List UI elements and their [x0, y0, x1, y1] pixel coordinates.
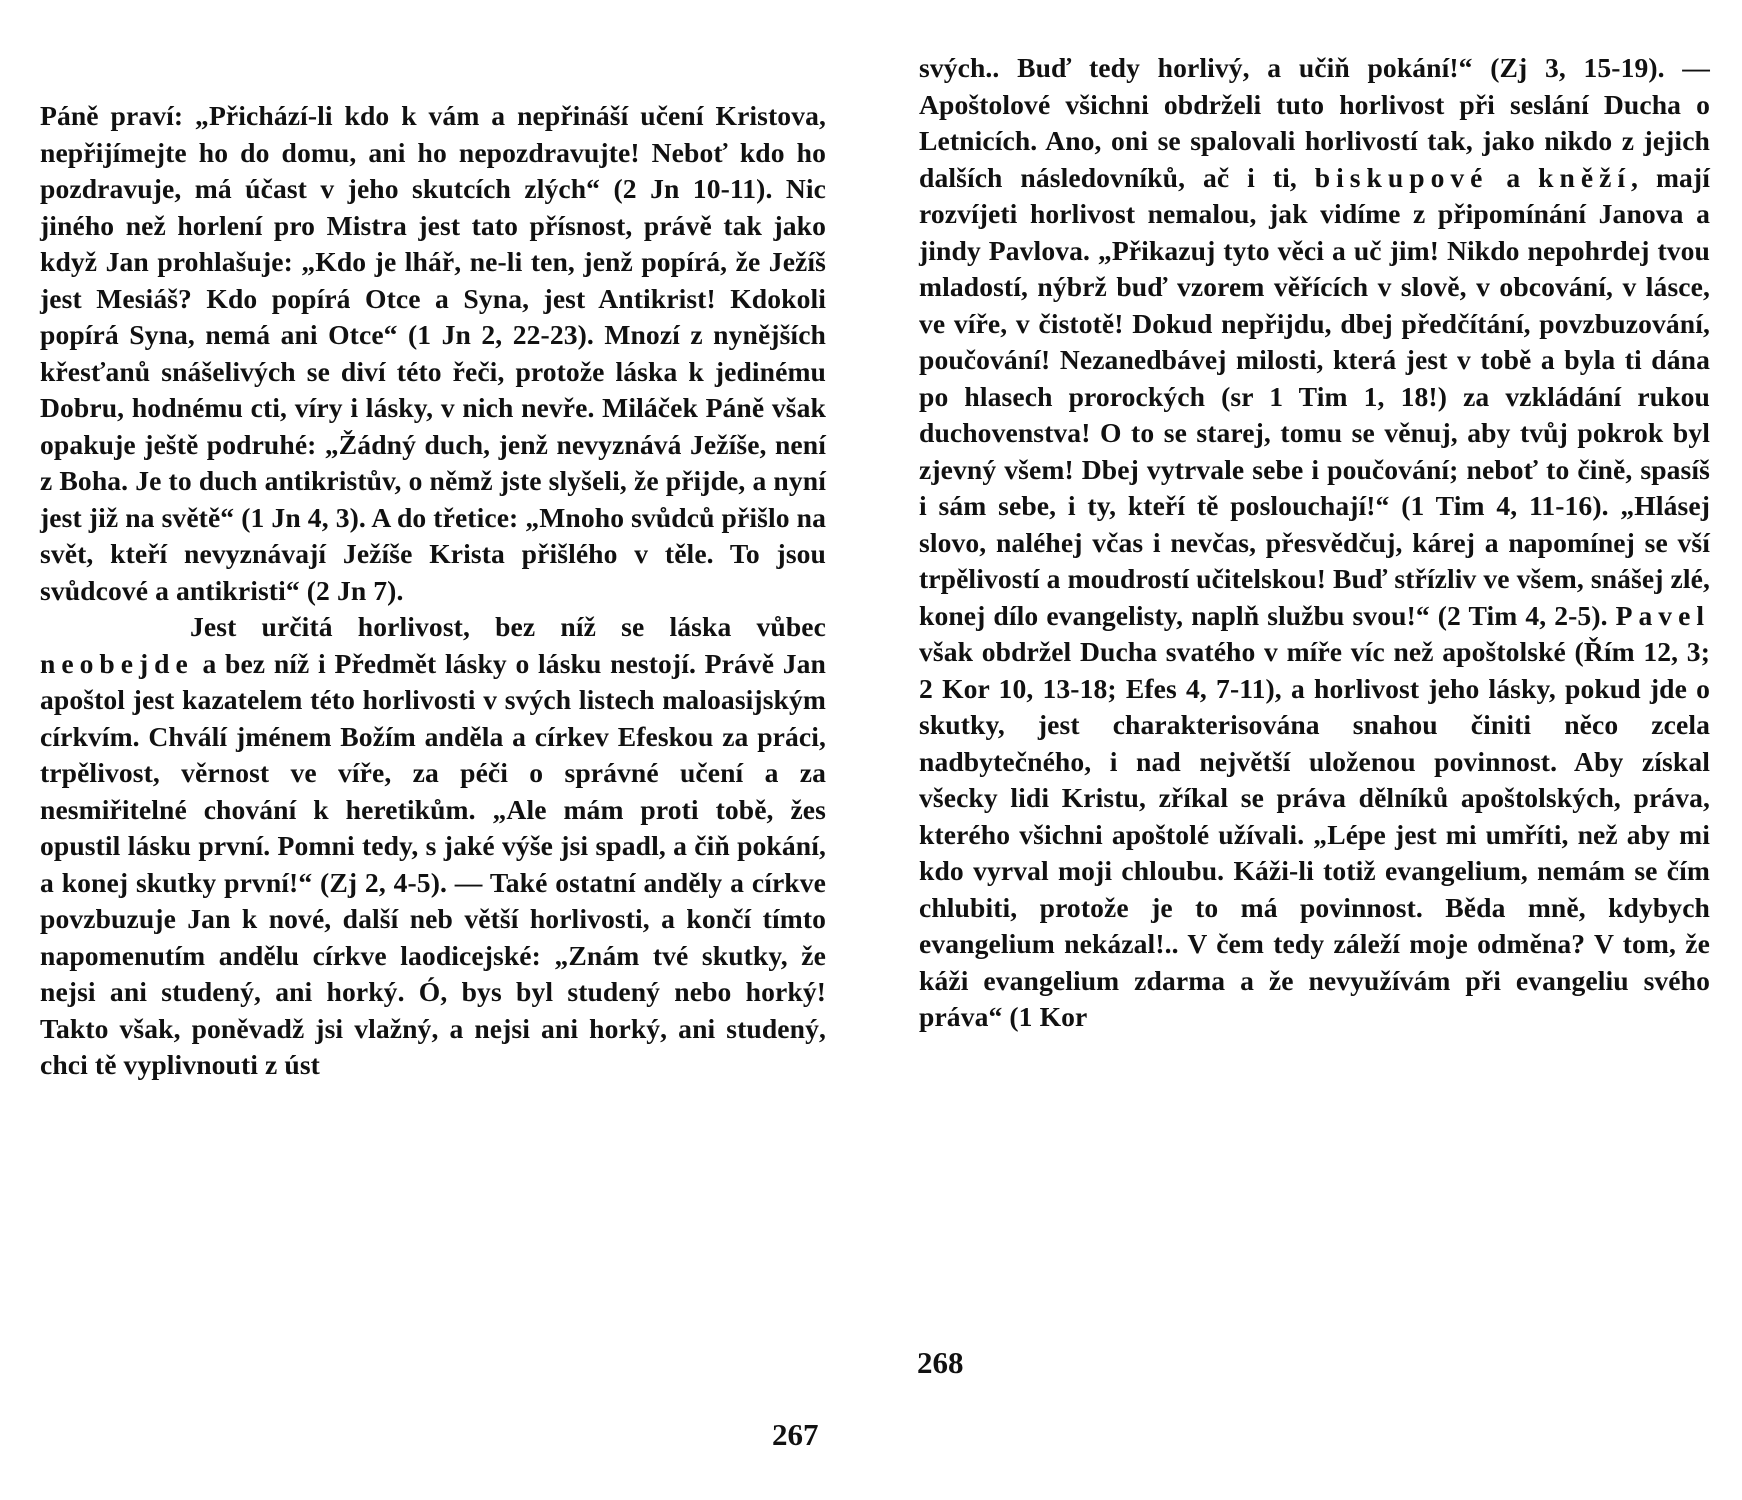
text-run: však obdržel Ducha svatého v míře víc než apoštolské (Řím 12, 3; 2 Kor 10, 13-18; Efes 4, 7-11), a horlivost jeho lásky, pokud jde o skutky, jest charakterisována snahou činiti něco zcela nadbytečného, i nad největší uloženou povinnost. Aby získal všecky lidi Kristu, zříkal se práva dělníků apoštolských, práva, kterého všichni apoštolé užívali. „Lépe jest mi umříti, než aby mi kdo vyrval moji chloubu. Káži-li totiž evangelium, nemám se čím chlubiti, protože je to má povinnost. Běda mně, kdybych evangelium nekázal!.. V čem tedy záleží moje odměna? V tom, že káži evangelium zdarma a že nevyužívám při evangeliu svého práva“ (1 Kor	[919, 636, 1710, 1032]
left-page-text	[40, 98, 826, 1084]
text-run: a bez níž i Předmět lásky o lásku nestojí. Právě Jan apoštol jest kazatelem této horlivosti v svých listech maloasijským církvím. Chválí jménem Božím anděla a církev Efeskou za práci, trpělivost, věrnost ve víře, za péči o správné učení a za nesmiřitelné chování k heretikům. „Ale mám proti tobě, žes opustil lásku první. Pomni tedy, s jaké výše jsi spadl, a čiň pokání, a konej skutky první!“ (Zj 2, 4-5). — Také ostatní anděly a církve povzbuzuje Jan k nové, další neb větší horlivosti, a končí tímto napomenutím andělu církve laodicejské: „Znám tvé skutky, že nejsi ani studený, ani horký. Ó, bys byl studený nebo horký! Takto však, poněvadž jsi vlažný, a nejsi ani horký, ani studený, chci tě vyplivnouti z úst	[40, 647, 826, 1080]
text-run: Páně praví: „Přichází-li kdo k vám a nepřináší učení Kristova, nepřijímejte ho do domu, ani ho nepozdravujte! Neboť kdo ho pozdravuje, má účast v jeho skutcích zlých“ (2 Jn 10-11). Nic jiného než horlení pro Mistra jest tato přísnost, právě tak jako když Jan prohlašuje: „Kdo je lhář, ne-li ten, jenž popírá, že Ježíš jest Mesiáš? Kdo popírá Otce a Syna, jest Antikrist! Kdokoli popírá Syna, nemá ani Otce“ (1 Jn 2, 22-23). Mnozí z nynějších křesťanů snášelivých se diví této řeči, protože láska k jedinému Dobru, hodnému cti, víry i lásky, v nich nevře. Miláček Páně však opakuje ještě podruhé: „Žádný duch, jenž nevyznává Ježíše, není z Boha. Je to duch antikristův, o němž jste slyšeli, že přijde, a nyní jest již na světě“ (1 Jn 4, 3). A do třetice: „Mnoho svůdců přišlo na svět, kteří nevyznávají Ježíše Krista přišlého v těle. To jsou svůdcové a antikristi“ (2 Jn 7).	[40, 100, 826, 606]
right-page-text	[919, 50, 1710, 1036]
left-page-number: 267	[772, 1417, 819, 1452]
spaced-emphasis: kněží	[1538, 161, 1632, 193]
right-page	[871, 0, 1742, 1500]
left-paragraph-2	[40, 609, 826, 1084]
text-run: a	[1488, 161, 1539, 193]
spaced-emphasis: Pavel	[1615, 599, 1710, 631]
text-run: svých.. Buď tedy horlivý, a učiň pokání!“ (Zj 3, 15-19). — Apoštolové všichni obdrželi tuto horlivost při seslání Ducha o Letnicích. Ano, oni se spalovali horlivostí tak, jako nikdo z jejich dalších následovníků, ač i ti,	[919, 52, 1710, 193]
spaced-emphasis: neobejde	[40, 647, 194, 679]
spaced-emphasis: biskupové	[1314, 161, 1489, 193]
right-page-number: 268	[917, 1345, 964, 1380]
text-run: , mají rozvíjeti horlivost nemalou, jak vidíme z připomínání Janova a jindy Pavlova. „Přikazuj tyto věci a uč jim! Nikdo nepohrdej tvou mladostí, nýbrž buď vzorem věřících v slově, v obcování, v lásce, ve víře, v čistotě! Dokud nepřijdu, dbej předčítání, povzbuzování, poučování! Nezanedbávej milosti, která jest v tobě a byla ti dána po hlasech prorockých (sr 1 Tim 1, 18!) za vzkládání rukou duchovenstva! O to se starej, tomu se věnuj, aby tvůj pokrok byl zjevný všem! Dbej vytrvale sebe i poučování; neboť to čině, spasíš i sám sebe, i ty, kteří tě poslouchají!“ (1 Tim 4, 11-16). „Hlásej slovo, naléhej včas i nevčas, přesvědčuj, kárej a napomínej se vší trpělivostí a moudrostí učitelskou! Buď střízliv ve všem, snášej zlé, konej dílo evangelisty, naplň službu svou!“ (2 Tim 4, 2-5).	[919, 161, 1710, 631]
left-paragraph-1	[40, 98, 826, 609]
right-paragraph-1	[919, 50, 1710, 1036]
text-run: Jest určitá horlivost, bez níž se láska vůbec	[190, 611, 826, 642]
